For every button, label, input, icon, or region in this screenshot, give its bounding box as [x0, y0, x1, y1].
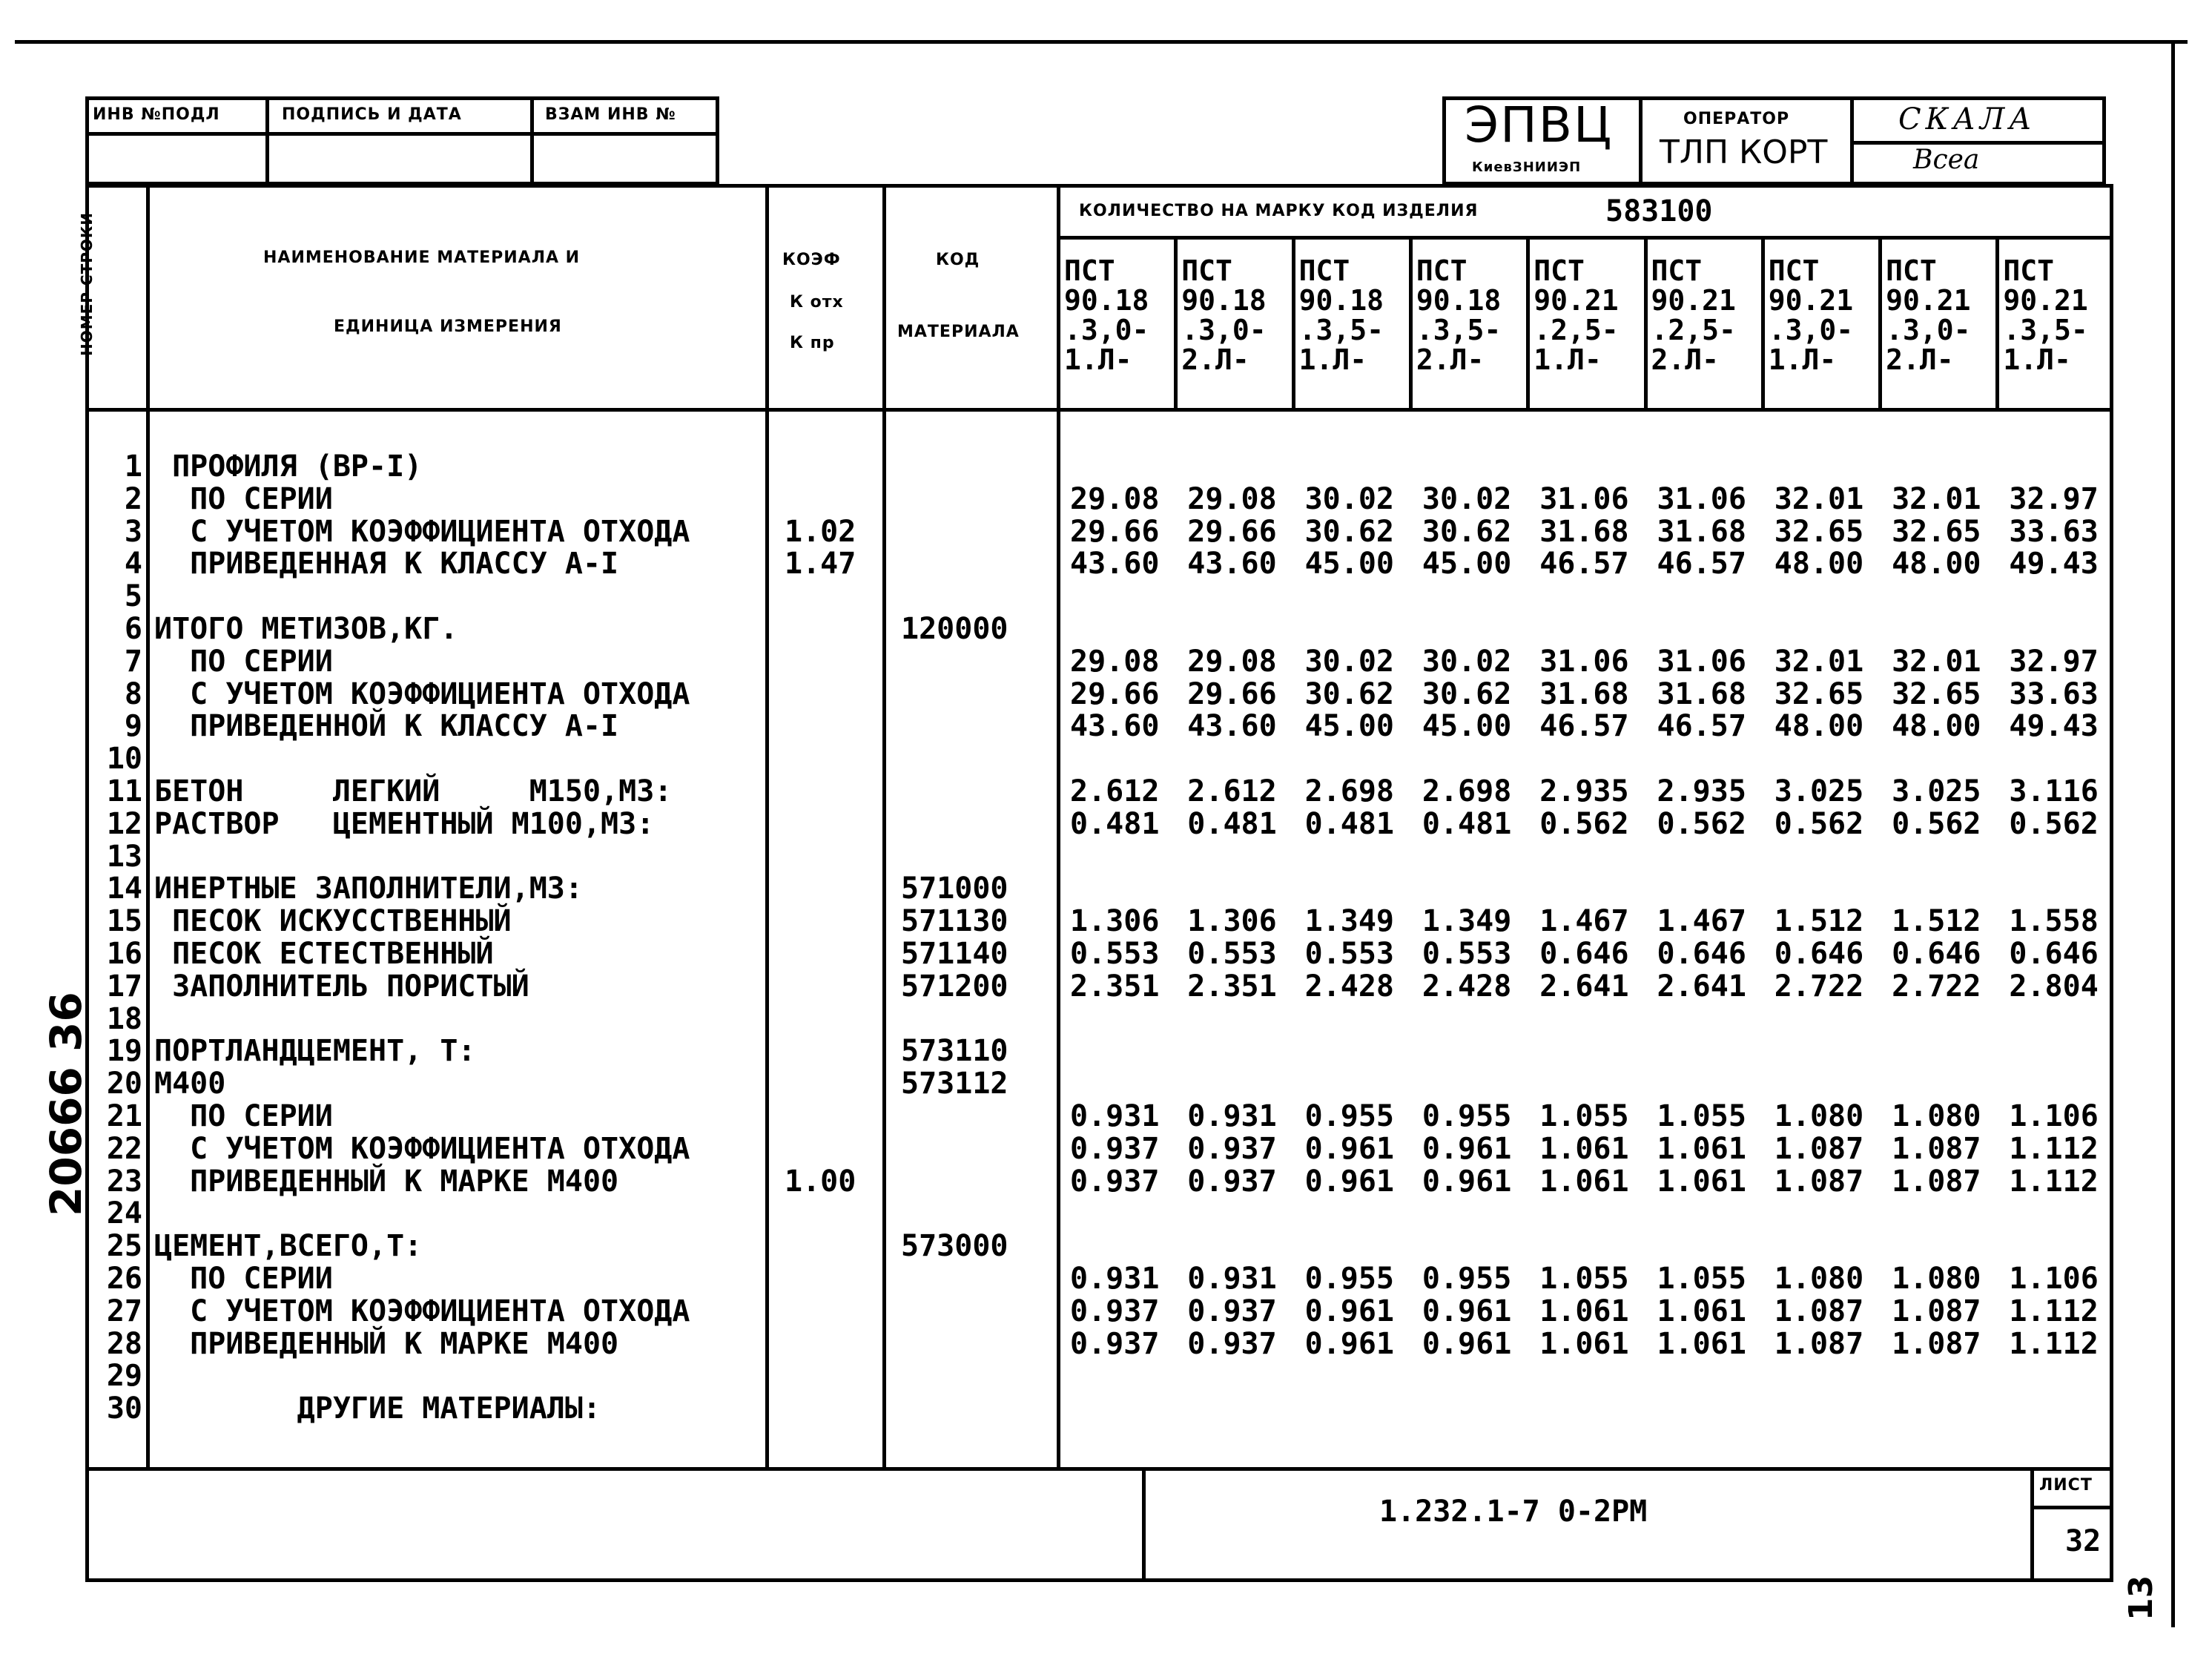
quantity-value: 1.080: [1774, 1099, 1864, 1133]
quantity-value: 2.612: [1187, 774, 1277, 808]
material-name: С УЧЕТОМ КОЭФФИЦИЕНТА ОТХОДА: [154, 1294, 690, 1328]
quantity-value: 0.562: [1539, 806, 1629, 841]
row-number: 9: [124, 709, 142, 744]
quantity-value: 30.62: [1422, 514, 1512, 549]
quantity-value: 1.055: [1539, 1099, 1629, 1133]
row-number: 19: [106, 1034, 142, 1069]
quantity-value: 1.087: [1892, 1164, 1981, 1199]
quantity-value: 29.66: [1187, 514, 1277, 549]
quantity-value: 1.112: [2009, 1326, 2099, 1361]
row-number: 14: [106, 872, 142, 906]
material-name: ИНЕРТНЫЕ ЗАПОЛНИТЕЛИ,М3:: [154, 872, 583, 906]
footer-divider: [2030, 1467, 2034, 1582]
operator-value: ТЛП КОРТ: [1660, 134, 1828, 171]
row-number: 18: [106, 1001, 142, 1036]
quantity-value: 0.961: [1422, 1164, 1512, 1199]
row-number: 26: [106, 1262, 142, 1296]
quantity-value: 32.01: [1892, 481, 1981, 516]
quantity-value: 45.00: [1304, 547, 1395, 581]
quantity-value: 0.562: [1892, 806, 1981, 841]
row-number: 13: [106, 839, 142, 874]
row-number: 12: [106, 806, 142, 841]
quantity-value: 0.553: [1070, 937, 1160, 971]
quantity-header-line: [1057, 236, 2113, 240]
quantity-value: 1.087: [1774, 1326, 1864, 1361]
material-name: ПО СЕРИИ: [154, 481, 333, 516]
quantity-value: 2.612: [1070, 774, 1160, 808]
row-number: 2: [124, 481, 142, 516]
quantity-value: 0.562: [2009, 806, 2099, 841]
material-name: С УЧЕТОМ КОЭФФИЦИЕНТА ОТХОДА: [154, 514, 690, 549]
coefficient: 1.02: [785, 514, 856, 549]
material-name: ПОРТЛАНДЦЕМЕНТ, Т:: [154, 1034, 476, 1069]
quantity-value: 1.061: [1539, 1326, 1629, 1361]
quantity-value: 45.00: [1304, 709, 1395, 744]
material-code: 571140: [901, 937, 1008, 971]
quantity-value: 0.955: [1304, 1262, 1395, 1296]
row-number: 17: [106, 969, 142, 1004]
quantity-value: 2.722: [1892, 969, 1981, 1004]
col-divider-name: [765, 184, 769, 1471]
material-code: 571000: [901, 872, 1008, 906]
row-number: 28: [106, 1326, 142, 1361]
quantity-value: 1.061: [1657, 1326, 1746, 1361]
quantity-value: 1.055: [1657, 1262, 1746, 1296]
quantity-value: 1.080: [1774, 1262, 1864, 1296]
material-name: ПРИВЕДЕННАЯ К КЛАССУ А-I: [154, 547, 619, 581]
quantity-value: 1.087: [1892, 1294, 1981, 1328]
quantity-value: 1.080: [1892, 1262, 1981, 1296]
row-number: 27: [106, 1294, 142, 1328]
quantity-value: 1.112: [2009, 1131, 2099, 1166]
row-number: 3: [124, 514, 142, 549]
row-number: 15: [106, 904, 142, 939]
product-column-header: ПСТ 90.21 .2,5- 2.Л-: [1651, 254, 1736, 376]
quantity-value: 1.512: [1774, 904, 1864, 939]
quantity-value: 2.722: [1774, 969, 1864, 1004]
material-name: ПРИВЕДЕННЫЙ К МАРКЕ М400: [154, 1164, 619, 1199]
quantity-value: 0.553: [1422, 937, 1512, 971]
quantity-value: 48.00: [1892, 547, 1981, 581]
quantity-value: 2.641: [1657, 969, 1746, 1004]
quantity-value: 31.68: [1657, 676, 1746, 711]
material-code: 573110: [901, 1034, 1008, 1069]
quantity-value: 2.698: [1304, 774, 1395, 808]
quantity-value: 30.02: [1304, 481, 1395, 516]
material-name: ПРОФИЛЯ (ВР-I): [154, 449, 423, 484]
quantity-value: 30.62: [1304, 676, 1395, 711]
material-code: 571200: [901, 969, 1008, 1004]
row-number: 1: [124, 449, 142, 484]
header-quantity-label: КОЛИЧЕСТВО НА МАРКУ КОД ИЗДЕЛИЯ: [1079, 202, 1479, 220]
quantity-value: 0.937: [1070, 1294, 1160, 1328]
quantity-value: 0.553: [1187, 937, 1277, 971]
quantity-value: 2.428: [1422, 969, 1512, 1004]
quantity-value: 2.935: [1539, 774, 1629, 808]
quantity-value: 0.931: [1187, 1099, 1277, 1133]
header-bottom-line: [85, 408, 2113, 412]
quantity-value: 32.97: [2009, 481, 2099, 516]
material-name: ИТОГО МЕТИЗОВ,КГ.: [154, 612, 458, 646]
quantity-value: 32.01: [1892, 644, 1981, 679]
quantity-value: 33.63: [2009, 514, 2099, 549]
row-number: 24: [106, 1196, 142, 1231]
right-vertical-number: 13: [2122, 1575, 2160, 1621]
quantity-value: 1.087: [1892, 1326, 1981, 1361]
quantity-value: 2.935: [1657, 774, 1746, 808]
row-number: 8: [124, 676, 142, 711]
top-border: [15, 40, 2188, 44]
quantity-value: 1.061: [1539, 1294, 1629, 1328]
product-column-header: ПСТ 90.21 .2,5- 1.Л-: [1533, 254, 1619, 376]
material-name: ПО СЕРИИ: [154, 1099, 333, 1133]
quantity-value: 1.106: [2009, 1262, 2099, 1296]
quantity-value: 45.00: [1422, 709, 1512, 744]
row-number: 16: [106, 937, 142, 971]
quantity-value: 30.62: [1422, 676, 1512, 711]
quantity-value: 31.68: [1657, 514, 1746, 549]
footer-divider: [1142, 1467, 1146, 1582]
quantity-value: 48.00: [1892, 709, 1981, 744]
quantity-value: 1.055: [1657, 1099, 1746, 1133]
quantity-value: 48.00: [1774, 709, 1864, 744]
quantity-value: 0.481: [1070, 806, 1160, 841]
quantity-value: 1.061: [1539, 1131, 1629, 1166]
product-column-header: ПСТ 90.18 .3,0- 1.Л-: [1064, 254, 1149, 376]
quantity-value: 32.65: [1774, 514, 1864, 549]
col-divider-rownum: [146, 184, 150, 1471]
row-number: 20: [106, 1067, 142, 1101]
material-name: ЦЕМЕНТ,ВСЕГО,Т:: [154, 1229, 423, 1264]
quantity-value: 32.65: [1774, 676, 1864, 711]
quantity-value: 1.306: [1187, 904, 1277, 939]
quantity-value: 31.06: [1657, 644, 1746, 679]
quantity-value: 3.025: [1774, 774, 1864, 808]
stamp-inv-original: ИНВ №ПОДЛ: [93, 105, 220, 124]
row-number: 30: [106, 1391, 142, 1426]
row-number: 21: [106, 1099, 142, 1133]
quantity-value: 29.08: [1187, 481, 1277, 516]
quantity-value: 32.97: [2009, 644, 2099, 679]
quantity-value: 48.00: [1774, 547, 1864, 581]
header-product-code: 583100: [1605, 194, 1713, 228]
quantity-value: 0.481: [1187, 806, 1277, 841]
quantity-value: 1.061: [1539, 1164, 1629, 1199]
quantity-value: 30.02: [1422, 644, 1512, 679]
quantity-value: 0.961: [1422, 1326, 1512, 1361]
material-name: ПО СЕРИИ: [154, 644, 333, 679]
quantity-value: 29.08: [1070, 481, 1160, 516]
header-coef-line2: К отх: [790, 293, 844, 312]
material-name: М400: [154, 1067, 226, 1101]
quantity-value: 29.08: [1070, 644, 1160, 679]
quantity-value: 0.961: [1304, 1164, 1395, 1199]
quantity-value: 0.955: [1422, 1262, 1512, 1296]
row-number: 11: [106, 774, 142, 808]
material-name: ПЕСОК ИСКУССТВЕННЫЙ: [154, 904, 512, 939]
row-number: 6: [124, 612, 142, 646]
stamp-divider: [530, 96, 534, 185]
quantity-value: 43.60: [1070, 709, 1160, 744]
quantity-value: 29.08: [1187, 644, 1277, 679]
quantity-value: 32.65: [1892, 676, 1981, 711]
quantity-value: 2.641: [1539, 969, 1629, 1004]
quantity-value: 32.01: [1774, 644, 1864, 679]
quantity-value: 1.112: [2009, 1294, 2099, 1328]
quantity-value: 1.055: [1539, 1262, 1629, 1296]
header-material-line2: ЕДИНИЦА ИЗМЕРЕНИЯ: [334, 317, 562, 336]
quantity-value: 0.481: [1304, 806, 1395, 841]
quantity-value: 0.553: [1304, 937, 1395, 971]
header-coef-line1: КОЭФ: [782, 251, 841, 269]
quantity-value: 46.57: [1657, 547, 1746, 581]
sheet-number: 32: [2065, 1524, 2102, 1558]
quantity-value: 3.116: [2009, 774, 2099, 808]
quantity-value: 33.63: [2009, 676, 2099, 711]
footer-block: [85, 1467, 2113, 1582]
quantity-value: 0.961: [1304, 1131, 1395, 1166]
quantity-value: 3.025: [1892, 774, 1981, 808]
quantity-value: 0.931: [1070, 1099, 1160, 1133]
quantity-value: 46.57: [1657, 709, 1746, 744]
quantity-value: 0.481: [1422, 806, 1512, 841]
row-number: 7: [124, 644, 142, 679]
product-column-header: ПСТ 90.21 .3,0- 2.Л-: [1886, 254, 1971, 376]
quantity-value: 2.351: [1070, 969, 1160, 1004]
quantity-value: 1.112: [2009, 1164, 2099, 1199]
quantity-value: 29.66: [1070, 676, 1160, 711]
system-signature: Всеа: [1913, 145, 1980, 175]
quantity-value: 1.558: [2009, 904, 2099, 939]
quantity-value: 31.68: [1539, 676, 1629, 711]
quantity-value: 0.646: [2009, 937, 2099, 971]
quantity-value: 32.65: [1892, 514, 1981, 549]
quantity-value: 30.02: [1422, 481, 1512, 516]
system-label: СКАЛА: [1898, 102, 2036, 136]
quantity-value: 43.60: [1187, 709, 1277, 744]
coefficient: 1.47: [785, 547, 856, 581]
stamp-divider: [85, 132, 719, 136]
quantity-value: 31.06: [1539, 644, 1629, 679]
quantity-value: 0.931: [1187, 1262, 1277, 1296]
product-column-header: ПСТ 90.18 .3,0- 2.Л-: [1181, 254, 1267, 376]
quantity-value: 0.955: [1304, 1099, 1395, 1133]
quantity-value: 1.061: [1657, 1164, 1746, 1199]
quantity-value: 0.646: [1539, 937, 1629, 971]
quantity-value: 46.57: [1539, 547, 1629, 581]
quantity-value: 29.66: [1070, 514, 1160, 549]
row-number: 10: [106, 742, 142, 777]
quantity-value: 0.646: [1892, 937, 1981, 971]
quantity-value: 0.646: [1774, 937, 1864, 971]
quantity-value: 0.937: [1187, 1326, 1277, 1361]
material-name: ЗАПОЛНИТЕЛЬ ПОРИСТЫЙ: [154, 969, 529, 1004]
header-row-number: НОМЕР СТРОКИ: [78, 212, 96, 356]
product-column-header: ПСТ 90.21 .3,5- 1.Л-: [2003, 254, 2088, 376]
header-material-line1: НАИМЕНОВАНИЕ МАТЕРИАЛА И: [263, 248, 581, 267]
row-number: 29: [106, 1359, 142, 1394]
center-name: ЭПВЦ: [1465, 96, 1614, 154]
stamp-signature-date: ПОДПИСЬ И ДАТА: [282, 105, 462, 124]
quantity-value: 49.43: [2009, 547, 2099, 581]
quantity-value: 1.087: [1774, 1131, 1864, 1166]
quantity-value: 31.68: [1539, 514, 1629, 549]
row-number: 23: [106, 1164, 142, 1199]
quantity-value: 1.080: [1892, 1099, 1981, 1133]
material-code: 571130: [901, 904, 1008, 939]
quantity-value: 0.961: [1422, 1294, 1512, 1328]
material-name: БЕТОН ЛЕГКИЙ М150,М3:: [154, 774, 673, 808]
header-coef-line3: К пр: [790, 334, 835, 352]
material-code: 573112: [901, 1067, 1008, 1101]
stamp-replaced-inv: ВЗАМ ИНВ №: [545, 105, 676, 124]
quantity-value: 31.06: [1539, 481, 1629, 516]
material-name: ПРИВЕДЕННЫЙ К МАРКЕ М400: [154, 1326, 619, 1361]
product-column-header: ПСТ 90.21 .3,0- 1.Л-: [1768, 254, 1854, 376]
row-number: 4: [124, 547, 142, 581]
quantity-value: 0.937: [1187, 1294, 1277, 1328]
operator-label: ОПЕРАТОР: [1683, 110, 1790, 128]
col-divider-code: [1057, 184, 1060, 1471]
sheet-label: ЛИСТ: [2039, 1476, 2093, 1495]
left-vertical-number: 20666 36: [41, 992, 91, 1216]
material-name: ПРИВЕДЕННОЙ К КЛАССУ А-I: [154, 709, 619, 744]
quantity-value: 1.306: [1070, 904, 1160, 939]
quantity-value: 0.961: [1422, 1131, 1512, 1166]
quantity-value: 0.931: [1070, 1262, 1160, 1296]
quantity-value: 1.106: [2009, 1099, 2099, 1133]
quantity-value: 2.698: [1422, 774, 1512, 808]
product-column-header: ПСТ 90.18 .3,5- 2.Л-: [1416, 254, 1502, 376]
coefficient: 1.00: [785, 1164, 856, 1199]
quantity-value: 0.955: [1422, 1099, 1512, 1133]
quantity-value: 0.646: [1657, 937, 1746, 971]
material-code: 573000: [901, 1229, 1008, 1264]
quantity-value: 1.061: [1657, 1294, 1746, 1328]
footer-divider: [2030, 1506, 2113, 1509]
material-name: ПО СЕРИИ: [154, 1262, 333, 1296]
quantity-value: 1.087: [1774, 1164, 1864, 1199]
quantity-value: 1.467: [1657, 904, 1746, 939]
quantity-value: 2.804: [2009, 969, 2099, 1004]
quantity-value: 0.562: [1774, 806, 1864, 841]
center-sub: КиевЗНИИЭП: [1472, 159, 1582, 175]
quantity-value: 0.961: [1304, 1294, 1395, 1328]
quantity-value: 0.562: [1657, 806, 1746, 841]
quantity-value: 2.351: [1187, 969, 1277, 1004]
quantity-value: 1.087: [1892, 1131, 1981, 1166]
quantity-value: 49.43: [2009, 709, 2099, 744]
header-code-line2: МАТЕРИАЛА: [897, 323, 1020, 341]
document-code: 1.232.1-7 0-2РМ: [1379, 1495, 1648, 1529]
row-number: 22: [106, 1131, 142, 1166]
material-name: ДРУГИЕ МАТЕРИАЛЫ:: [154, 1391, 601, 1426]
quantity-value: 29.66: [1187, 676, 1277, 711]
row-number: 5: [124, 579, 142, 614]
quantity-value: 31.06: [1657, 481, 1746, 516]
material-code: 120000: [901, 612, 1008, 646]
quantity-value: 0.937: [1187, 1131, 1277, 1166]
material-name: С УЧЕТОМ КОЭФФИЦИЕНТА ОТХОДА: [154, 676, 690, 711]
quantity-value: 0.937: [1070, 1131, 1160, 1166]
product-column-header: ПСТ 90.18 .3,5- 1.Л-: [1298, 254, 1384, 376]
right-border: [2171, 40, 2175, 1627]
col-divider-coef: [882, 184, 886, 1471]
quantity-value: 1.349: [1422, 904, 1512, 939]
quantity-value: 32.01: [1774, 481, 1864, 516]
quantity-value: 1.349: [1304, 904, 1395, 939]
material-name: ПЕСОК ЕСТЕСТВЕННЫЙ: [154, 937, 494, 971]
material-name: С УЧЕТОМ КОЭФФИЦИЕНТА ОТХОДА: [154, 1131, 690, 1166]
quantity-value: 1.061: [1657, 1131, 1746, 1166]
quantity-value: 43.60: [1070, 547, 1160, 581]
row-number: 25: [106, 1229, 142, 1264]
quantity-value: 30.62: [1304, 514, 1395, 549]
quantity-value: 1.512: [1892, 904, 1981, 939]
quantity-value: 45.00: [1422, 547, 1512, 581]
quantity-value: 1.087: [1774, 1294, 1864, 1328]
quantity-value: 0.961: [1304, 1326, 1395, 1361]
quantity-value: 30.02: [1304, 644, 1395, 679]
quantity-value: 1.467: [1539, 904, 1629, 939]
stamp-divider: [265, 96, 269, 185]
quantity-value: 43.60: [1187, 547, 1277, 581]
quantity-value: 0.937: [1187, 1164, 1277, 1199]
material-name: РАСТВОР ЦЕМЕНТНЫЙ М100,М3:: [154, 806, 655, 841]
quantity-value: 0.937: [1070, 1326, 1160, 1361]
header-code-line1: КОД: [936, 251, 980, 269]
quantity-value: 2.428: [1304, 969, 1395, 1004]
quantity-value: 0.937: [1070, 1164, 1160, 1199]
quantity-value: 46.57: [1539, 709, 1629, 744]
